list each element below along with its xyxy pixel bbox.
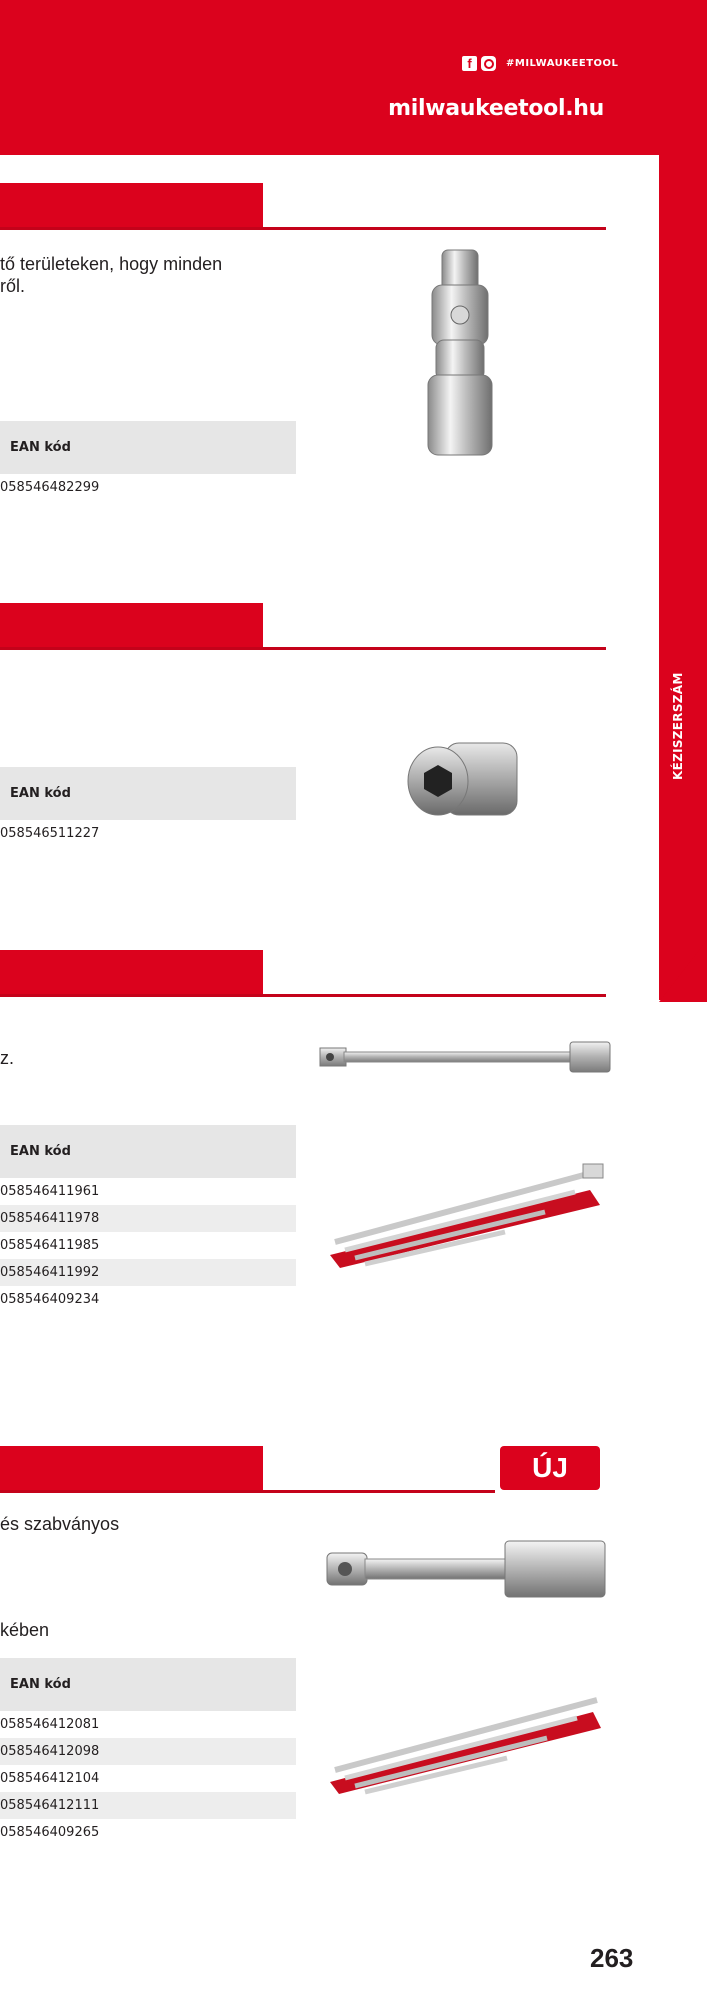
table-row: 058546411985	[0, 1238, 100, 1253]
section-1-table	[0, 421, 296, 501]
table-row: 058546411978	[0, 1205, 296, 1232]
section-1-description	[0, 253, 222, 297]
table-row: 058546412098	[0, 1738, 296, 1765]
socket-adapter-image	[400, 735, 525, 830]
facebook-icon[interactable]: f	[462, 56, 477, 71]
description-line: és szabványos	[0, 1514, 120, 1534]
section-3-title-bar	[0, 950, 263, 994]
table-row: 058546412104	[0, 1771, 100, 1786]
section-1-rule	[0, 227, 606, 230]
section-4-rule	[0, 1490, 495, 1493]
universal-joint-image	[420, 245, 500, 460]
website-url[interactable]: milwaukeetool.hu	[388, 96, 604, 121]
section-4-table	[0, 1658, 296, 1846]
instagram-icon[interactable]	[481, 56, 496, 71]
description-line: kében	[0, 1620, 50, 1640]
description-line: tő területeken, hogy minden	[0, 254, 223, 274]
table-row: 058546412081	[0, 1717, 100, 1732]
section-1-title-bar	[0, 183, 263, 227]
table-header: EAN kód	[0, 421, 296, 474]
quick-release-extension-image	[325, 1535, 607, 1605]
section-4-title-bar	[0, 1446, 263, 1490]
section-3-description	[0, 1047, 14, 1069]
table-header: EAN kód	[0, 1658, 296, 1711]
section-2-table	[0, 767, 296, 847]
header-band	[0, 0, 707, 155]
table-row: 058546409234	[0, 1292, 100, 1307]
section-4-description	[0, 1513, 119, 1535]
table-header: EAN kód	[0, 767, 296, 820]
social-links	[462, 56, 618, 71]
table-row: 058546412111	[0, 1792, 296, 1819]
description-line: ről.	[0, 276, 26, 296]
table-row: 058546411961	[0, 1184, 100, 1199]
hashtag: #MILWAUKEETOOL	[506, 58, 619, 69]
section-3-rule	[0, 994, 606, 997]
section-3-table	[0, 1125, 296, 1313]
description-line: z.	[0, 1048, 15, 1068]
new-badge: ÚJ	[500, 1446, 600, 1490]
section-2-title-bar	[0, 603, 263, 647]
side-tab	[659, 155, 707, 1000]
section-4-description-2	[0, 1619, 49, 1641]
section-2-rule	[0, 647, 606, 650]
side-tab-label: KÉZISZERSZÁM	[671, 672, 685, 780]
table-row: 058546482299	[0, 480, 100, 495]
extension-bar-image	[318, 1038, 613, 1078]
table-row: 058546411992	[0, 1259, 296, 1286]
quick-release-set-image	[325, 1690, 610, 1795]
table-row: 058546409265	[0, 1825, 100, 1840]
page-number: 263	[590, 1943, 634, 1973]
table-header: EAN kód	[0, 1125, 296, 1178]
extension-set-image	[325, 1160, 610, 1270]
table-row: 058546511227	[0, 826, 100, 841]
